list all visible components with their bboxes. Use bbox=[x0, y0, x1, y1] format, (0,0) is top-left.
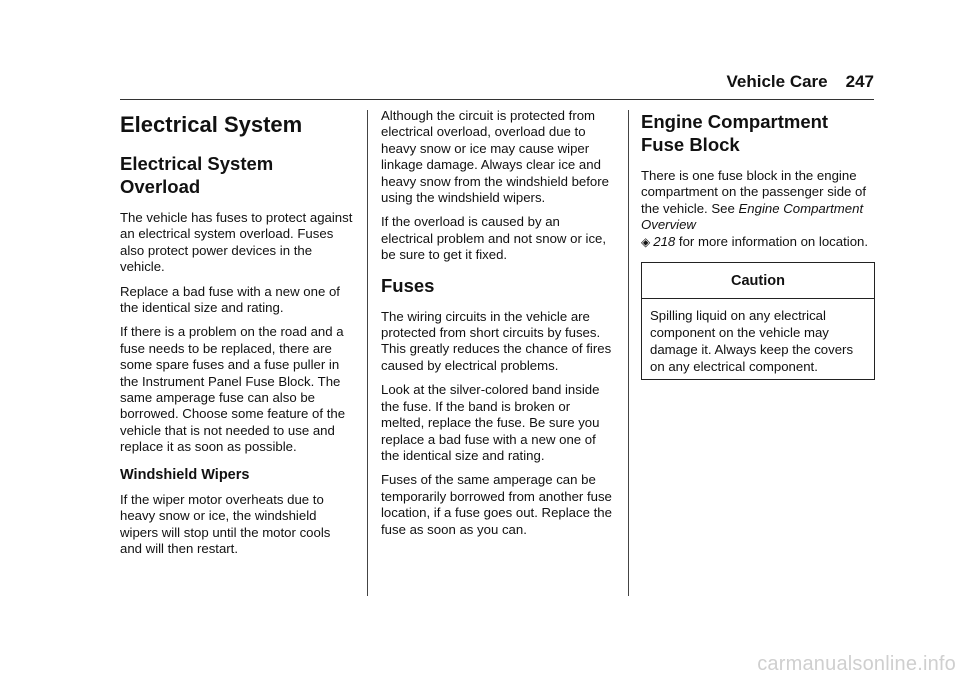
page-reference[interactable]: 218 bbox=[653, 233, 676, 249]
page-reference-icon: ◈ bbox=[641, 234, 651, 249]
caution-title: Caution bbox=[642, 263, 874, 299]
paragraph: The wiring circuits in the vehicle are protected from short circuits by fuses. This greatly reduces the chance of fires caused by electrical problems. bbox=[381, 308, 612, 373]
paragraph: If there is a problem on the road and a fuse needs to be replaced, there are some spare fuses and a fuse puller in the Instrument Panel Fuse Block. The same amperage fuse can also be borrowed. Choose some feature of the vehicle that is not needed to use and replace it as soon as possible. bbox=[120, 324, 346, 455]
paragraph-location bbox=[641, 168, 875, 250]
column-divider bbox=[628, 110, 629, 596]
location-text: There is one fuse block in the engine compartment on the passenger side of the vehicle. See bbox=[641, 168, 867, 216]
section-heading-fuses: Fuses bbox=[381, 274, 435, 296]
watermark: carmanualsonline.info bbox=[757, 653, 956, 675]
page-number: 247 bbox=[845, 72, 874, 91]
section-heading-overload: Electrical System Overload bbox=[120, 153, 274, 197]
section-title: Vehicle Care bbox=[726, 72, 828, 91]
caution-box bbox=[641, 262, 875, 380]
location-text-after: for more information on location. bbox=[678, 233, 869, 249]
page-title: Electrical System bbox=[120, 112, 303, 137]
caution-text: Spilling liquid on any electrical component on the vehicle may damage it. Always keep the covers on any electrical component. bbox=[650, 308, 854, 375]
subsection-heading-wipers: Windshield Wipers bbox=[120, 466, 250, 483]
paragraph: Replace a bad fuse with a new one of the identical size and rating. bbox=[120, 283, 340, 316]
column-divider bbox=[367, 110, 368, 596]
running-head bbox=[120, 71, 874, 93]
paragraph: Fuses of the same amperage can be temporarily borrowed from another fuse location, if a fuse goes out. Replace the fuse as soon as you can. bbox=[381, 472, 612, 537]
paragraph: If the wiper motor overheats due to heavy snow or ice, the windshield wipers will stop until the motor cools and will then restart. bbox=[120, 491, 331, 556]
paragraph: Although the circuit is protected from electrical overload, overload due to heavy snow or ice may cause wiper linkage damage. Always clear ice and heavy snow from the windshield before using the windshield wipers. bbox=[381, 108, 609, 206]
paragraph: If the overload is caused by an electrical problem and not snow or ice, be sure to get it fixed. bbox=[381, 214, 607, 263]
section-heading-engine-fuse-block: Engine Compartment Fuse Block bbox=[641, 111, 829, 155]
column-3 bbox=[641, 110, 875, 380]
header-rule bbox=[120, 99, 874, 100]
paragraph: Look at the silver-colored band inside the fuse. If the band is broken or melted, replace the fuse. Be sure you replace a bad fuse with a new one of the identical size and rating. bbox=[381, 382, 600, 463]
column-2 bbox=[381, 108, 615, 546]
cross-reference-link[interactable]: Engine Compartment Overview bbox=[641, 200, 864, 233]
paragraph: The vehicle has fuses to protect against an electrical system overload. Fuses also protect power devices in the vehicle. bbox=[120, 210, 353, 275]
column-1 bbox=[120, 110, 354, 565]
